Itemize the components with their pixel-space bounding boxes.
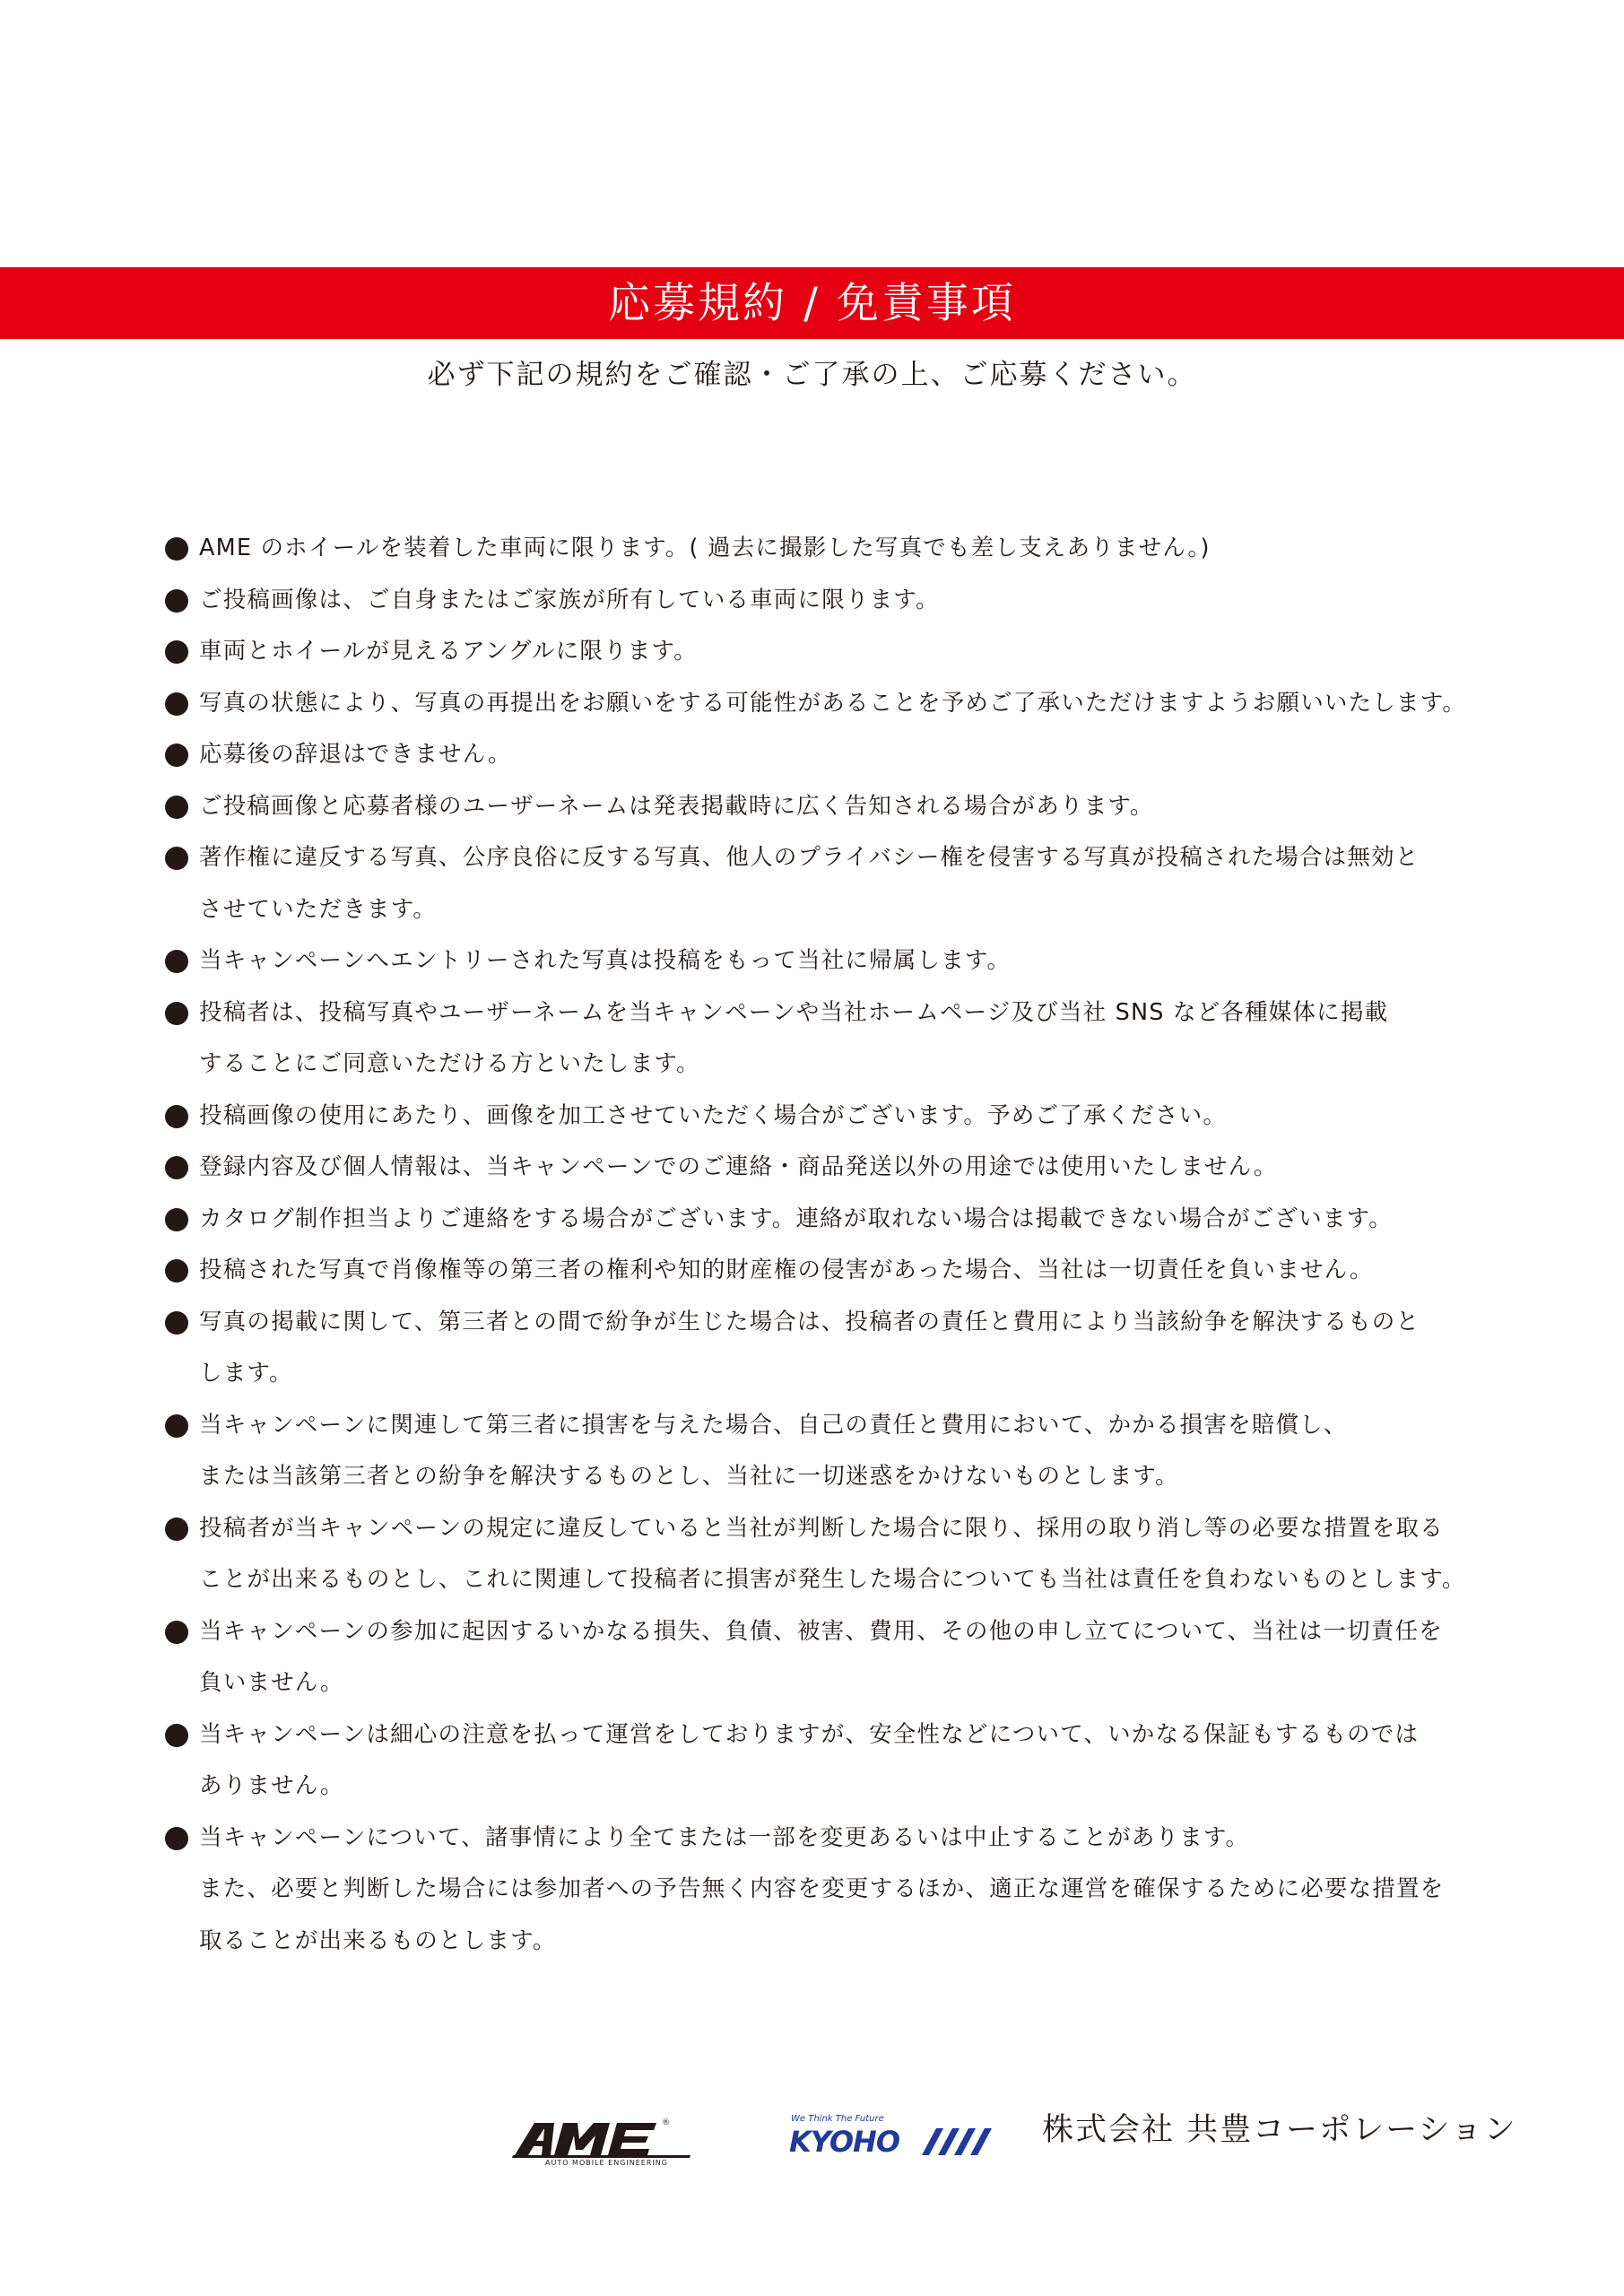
bullet-icon bbox=[165, 1724, 188, 1747]
bullet-icon bbox=[165, 1208, 188, 1231]
term-item bbox=[161, 1503, 1480, 1606]
term-text: します。 bbox=[199, 1360, 293, 1387]
term-item bbox=[161, 1709, 1480, 1813]
term-text: または当該第三者との紛争を解決するものとし、当社に一切迷惑をかけないものとします。 bbox=[199, 1463, 1179, 1490]
term-item bbox=[161, 678, 1480, 730]
bullet-icon bbox=[165, 1518, 188, 1541]
term-text: 著作権に違反する写真、公序良俗に反する写真、他人のプライバシー権を侵害する写真が投稿された場合は無効と bbox=[199, 844, 1420, 871]
term-text: 写真の掲載に関して、第三者との間で紛争が生じた場合は、投稿者の責任と費用により当該紛争を解決するものと bbox=[199, 1308, 1420, 1335]
term-item bbox=[161, 1091, 1480, 1143]
bullet-icon bbox=[165, 1259, 188, 1283]
bullet-icon bbox=[165, 744, 188, 767]
term-text: 投稿画像の使用にあたり、画像を加工させていただく場合がございます。予めご了承ください。 bbox=[199, 1101, 1228, 1129]
term-text: ご投稿画像は、ご自身またはご家族が所有している車両に限ります。 bbox=[199, 586, 940, 613]
term-item bbox=[161, 1606, 1480, 1709]
bullet-icon bbox=[165, 1311, 188, 1335]
term-text: 投稿者が当キャンペーンの規定に違反していると当社が判断した場合に限り、採用の取り消し等の必要な措置を取る bbox=[199, 1514, 1444, 1542]
bullet-icon bbox=[165, 640, 188, 664]
term-text: 当キャンペーンへエントリーされた写真は投稿をもって当社に帰属します。 bbox=[199, 947, 1012, 974]
bullet-icon bbox=[165, 1105, 188, 1128]
svg-text:®: ® bbox=[662, 2118, 670, 2127]
bullet-icon bbox=[165, 1156, 188, 1179]
term-text: また、必要と判断した場合には参加者への予告無く内容を変更するほか、適正な運営を確保するために必要な措置を bbox=[199, 1875, 1445, 1902]
term-text: 当キャンペーンは細心の注意を払って運営をしておりますが、安全性などについて、いかなる保証もするものでは bbox=[199, 1720, 1420, 1748]
term-item bbox=[161, 626, 1480, 678]
bullet-icon bbox=[165, 796, 188, 819]
term-text: 負いません。 bbox=[199, 1669, 344, 1696]
page-subtitle: 必ず下記の規約をご確認・ご了承の上、ご応募ください。 bbox=[427, 359, 1197, 391]
term-item bbox=[161, 987, 1480, 1091]
bullet-icon bbox=[165, 950, 188, 973]
term-item bbox=[161, 1813, 1480, 1968]
term-item bbox=[161, 1142, 1480, 1194]
term-text: 応募後の辞退はできません。 bbox=[199, 741, 512, 768]
terms-list bbox=[161, 523, 1480, 1967]
term-item bbox=[161, 1297, 1480, 1400]
term-item bbox=[161, 523, 1480, 575]
term-item bbox=[161, 1194, 1480, 1246]
bullet-icon bbox=[165, 847, 188, 870]
term-text: 当キャンペーンの参加に起因するいかなる損失、負債、被害、費用、その他の申し立てについて、当社は一切責任を bbox=[199, 1617, 1443, 1645]
kyoho-logo-tagline: We Think The Future bbox=[791, 2114, 884, 2124]
bullet-icon bbox=[165, 1002, 188, 1025]
bullet-icon bbox=[165, 1621, 188, 1644]
term-text: 投稿された写真で肖像権等の第三者の権利や知的財産権の侵害があった場合、当社は一切責任を負いません。 bbox=[199, 1257, 1374, 1283]
term-text: ご投稿画像と応募者様のユーザーネームは発表掲載時に広く告知される場合があります。 bbox=[199, 792, 1154, 820]
term-text: 取ることが出来るものとします。 bbox=[199, 1926, 557, 1954]
term-text: 写真の状態により、写真の再提出をお願いをする可能性があることを予めご了承いただけますようお願いいたします。 bbox=[199, 689, 1467, 717]
term-text: 当キャンペーンについて、諸事情により全てまたは一部を変更あるいは中止することがあります。 bbox=[199, 1823, 1250, 1851]
term-item bbox=[161, 935, 1480, 987]
term-item bbox=[161, 832, 1480, 935]
term-text: させていただきます。 bbox=[199, 895, 437, 923]
term-text: 登録内容及び個人情報は、当キャンペーンでのご連絡・商品発送以外の用途では使用いたしません。 bbox=[199, 1153, 1278, 1180]
term-text: 当キャンペーンに関連して第三者に損害を与えた場合、自己の責任と費用において、かかる損害を賠償し、 bbox=[199, 1411, 1348, 1439]
ame-logo-tagline: AUTO MOBILE ENGINEERING bbox=[545, 2159, 668, 2166]
bullet-icon bbox=[165, 1827, 188, 1850]
ame-logo bbox=[511, 2103, 771, 2166]
bullet-icon bbox=[165, 1414, 188, 1438]
term-text: AME のホイールを装着した車両に限ります。( 過去に撮影した写真でも差し支えありません。) bbox=[199, 535, 1211, 561]
title-banner bbox=[0, 267, 1624, 339]
page-title: 応募規約 / 免責事項 bbox=[608, 278, 1016, 328]
bullet-icon bbox=[165, 537, 188, 561]
term-text: ことが出来るものとし、これに関連して投稿者に損害が発生した場合についても当社は責任を負わないものとします。 bbox=[199, 1566, 1466, 1593]
term-item bbox=[161, 729, 1480, 781]
company-name: 株式会社 共豊コーポレーション bbox=[1042, 2112, 1517, 2148]
kyoho-logo bbox=[789, 2103, 995, 2166]
term-text: 投稿者は、投稿写真やユーザーネームを当キャンペーンや当社ホームページ及び当社 SNS など各種媒体に掲載 bbox=[199, 998, 1389, 1026]
kyoho-logo-wordmark: KYOHO bbox=[789, 2125, 900, 2159]
term-text: することにご同意いただける方といたします。 bbox=[199, 1050, 700, 1077]
term-item bbox=[161, 1245, 1480, 1297]
footer bbox=[511, 2103, 1515, 2166]
term-text: カタログ制作担当よりご連絡をする場合がございます。連絡が取れない場合は掲載できない場合がございます。 bbox=[199, 1205, 1393, 1232]
term-text: 車両とホイールが見えるアングルに限ります。 bbox=[199, 638, 698, 665]
term-item bbox=[161, 1400, 1480, 1503]
term-text: ありません。 bbox=[199, 1772, 344, 1799]
bullet-icon bbox=[165, 589, 188, 613]
term-item bbox=[161, 781, 1480, 833]
bullet-icon bbox=[165, 692, 188, 716]
term-item bbox=[161, 575, 1480, 627]
